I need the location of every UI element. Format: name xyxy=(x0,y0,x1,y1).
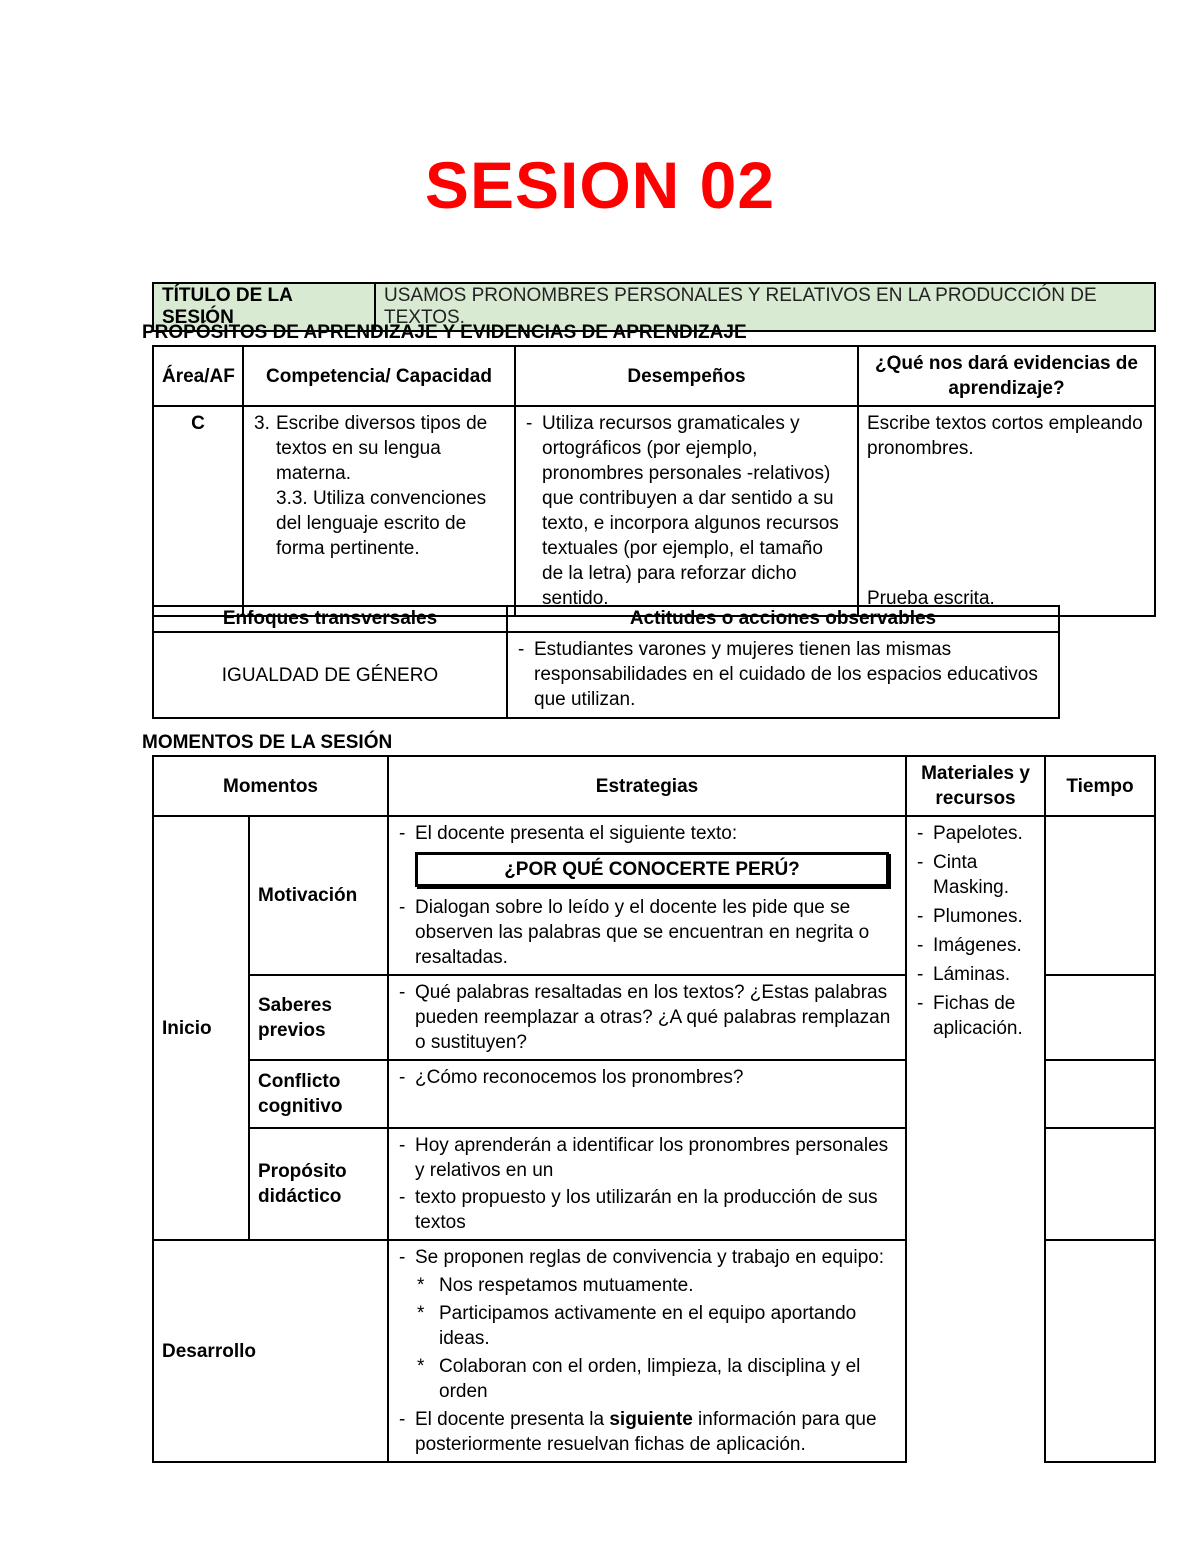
motivation-item-1: - El docente presenta el siguiente texto: xyxy=(397,821,897,846)
header-time: Tiempo xyxy=(1045,756,1155,816)
header-approach: Enfoques transversales xyxy=(153,606,507,632)
strategy-cognitive-conflict xyxy=(388,1060,906,1128)
strategy-prior-knowledge xyxy=(388,975,906,1060)
moment-inicio: Inicio xyxy=(153,816,249,1240)
page-title: SESION 02 xyxy=(424,148,776,222)
material-item: - Fichas de aplicación. xyxy=(915,991,1036,1041)
strategy-didactic-purpose xyxy=(388,1128,906,1240)
time-cognitive-conflict xyxy=(1045,1060,1155,1128)
material-item: - Plumones. xyxy=(915,904,1036,929)
competence-number: 3. xyxy=(254,413,270,434)
development-item-1: - Se proponen reglas de convivencia y trabajo en equipo: xyxy=(397,1245,897,1270)
development-item-2-bold: siguiente xyxy=(609,1409,693,1430)
label-prior-knowledge: Saberes previos xyxy=(249,975,388,1060)
time-motivation xyxy=(1045,816,1155,975)
prior-knowledge-item-1: - Qué palabras resaltadas en los textos? ¿Estas palabras pueden reemplazar a otras? ¿A qué palabras remplazan o sustituyen? xyxy=(397,980,897,1055)
motivation-item-2: - Dialogan sobre lo leído y el docente les pide que se observen las palabras que se encuentran en negrita o resaltadas. xyxy=(397,895,897,970)
development-item-2-pre: El docente presenta la xyxy=(415,1409,610,1430)
capacity-text: 3.3. Utiliza convenciones del lenguaje escrito de forma pertinente. xyxy=(276,488,487,559)
header-materials: Materiales y recursos xyxy=(906,756,1045,816)
approach-cell: IGUALDAD DE GÉNERO xyxy=(153,632,507,718)
session-title-value: USAMOS PRONOMBRES PERSONALES Y RELATIVOS EN LA PRODUCCIÓN DE TEXTOS. xyxy=(375,283,1155,331)
attitude-cell xyxy=(507,632,1059,718)
strategy-development xyxy=(388,1240,906,1462)
performance-text: - Utiliza recursos gramaticales y ortográficos (por ejemplo, pronombres personales -relativos) que contribuyen a dar sentido a su texto, e incorpora algunos recursos textuales (por ejemplo, el tamaño de la letra) para reforzar dicho sentido. xyxy=(524,411,849,611)
didactic-purpose-item-1: - Hoy aprenderán a identificar los pronombres personales y relativos en un xyxy=(397,1133,897,1183)
didactic-purpose-item-2: - texto propuesto y los utilizarán en la producción de sus textos xyxy=(397,1185,897,1235)
moments-table xyxy=(152,755,1156,1463)
materials-list xyxy=(915,821,1036,1041)
session-title-label: TÍTULO DE LA SESIÓN xyxy=(153,283,375,331)
time-prior-knowledge xyxy=(1045,975,1155,1060)
header-strategies: Estrategias xyxy=(388,756,906,816)
label-motivation: Motivación xyxy=(249,816,388,975)
approaches-table xyxy=(152,605,1060,719)
materials-blank-cell xyxy=(906,1240,1045,1462)
moments-heading: MOMENTOS DE LA SESIÓN xyxy=(142,732,393,753)
rule-item: * Colaboran con el orden, limpieza, la disciplina y el orden xyxy=(397,1354,897,1404)
material-item: - Cinta Masking. xyxy=(915,850,1036,900)
material-item: - Papelotes. xyxy=(915,821,1036,846)
evidence-text-1: Escribe textos cortos empleando pronombres. xyxy=(867,413,1143,459)
time-didactic-purpose xyxy=(1045,1128,1155,1240)
purposes-table xyxy=(152,345,1156,617)
purposes-heading: PROPÓSITOS DE APRENDIZAJE Y EVIDENCIAS DE APRENDIZAJE xyxy=(142,322,747,343)
header-moments: Momentos xyxy=(153,756,388,816)
boxed-text-title: ¿POR QUÉ CONOCERTE PERÚ? xyxy=(415,852,889,887)
rule-item: * Participamos activamente en el equipo aportando ideas. xyxy=(397,1301,897,1351)
evidence-text-2: Prueba escrita. xyxy=(867,588,995,609)
header-area: Área/AF xyxy=(153,346,243,406)
header-evidence: ¿Qué nos dará evidencias de aprendizaje? xyxy=(858,346,1155,406)
moment-desarrollo: Desarrollo xyxy=(153,1240,388,1462)
header-competence: Competencia/ Capacidad xyxy=(243,346,515,406)
time-development xyxy=(1045,1240,1155,1462)
rules-list xyxy=(397,1273,897,1404)
label-didactic-purpose: Propósito didáctico xyxy=(249,1128,388,1240)
header-attitude: Actitudes o acciones observables xyxy=(507,606,1059,632)
material-item: - Imágenes. xyxy=(915,933,1036,958)
rule-item: * Nos respetamos mutuamente. xyxy=(397,1273,897,1298)
performance-cell xyxy=(515,406,858,616)
development-item-2-post: información para que posteriormente resuelvan fichas de aplicación. xyxy=(415,1409,877,1455)
label-cognitive-conflict: Conflicto cognitivo xyxy=(249,1060,388,1128)
strategy-motivation xyxy=(388,816,906,975)
material-item: - Láminas. xyxy=(915,962,1036,987)
evidence-cell xyxy=(858,406,1155,616)
cognitive-conflict-item-1: - ¿Cómo reconocemos los pronombres? xyxy=(397,1065,897,1090)
materials-cell xyxy=(906,816,1045,1240)
competence-text: Escribe diversos tipos de textos en su lengua materna. xyxy=(276,413,488,484)
header-performance: Desempeños xyxy=(515,346,858,406)
attitude-text: - Estudiantes varones y mujeres tienen las mismas responsabilidades en el cuidado de los espacios educativos que utilizan. xyxy=(516,637,1050,712)
development-item-2 xyxy=(397,1407,897,1457)
area-cell: C xyxy=(153,406,243,616)
competence-cell xyxy=(243,406,515,616)
